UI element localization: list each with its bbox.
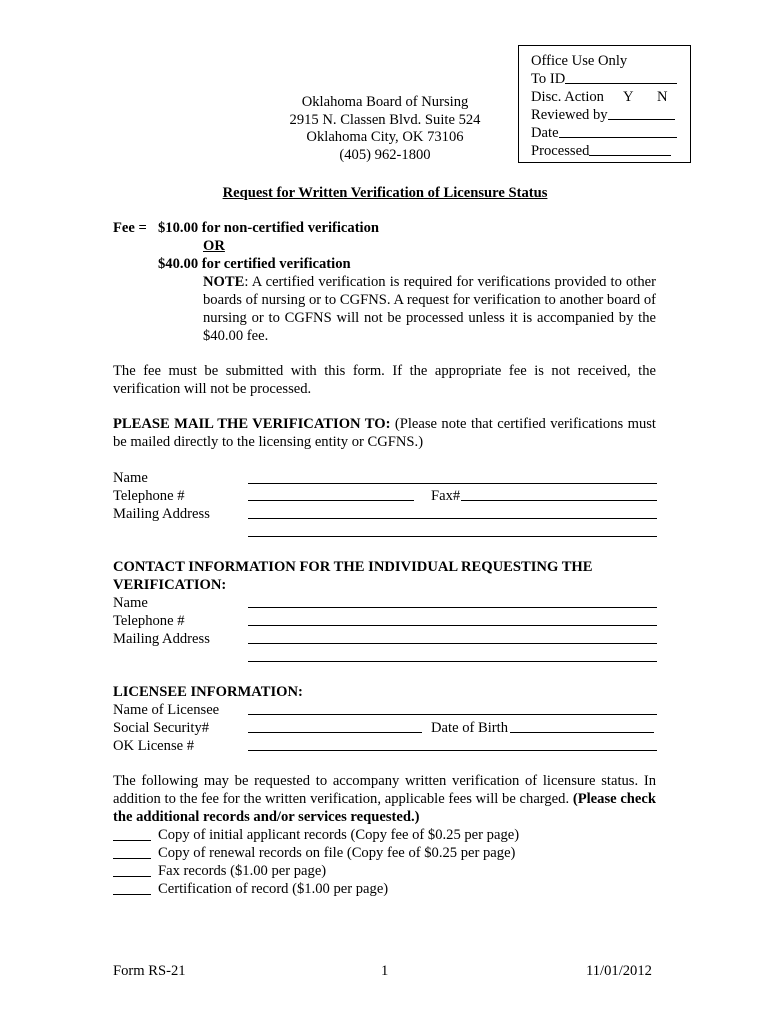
record-checkbox-renewal[interactable] [113,858,151,859]
board-address [230,94,540,165]
office-use-title: Office Use Only [531,53,628,69]
licensee-heading: LICENSEE INFORMATION: [113,684,303,700]
footer-page-number: 1 [381,963,389,979]
record-checkbox-fax[interactable] [113,876,151,877]
fee-certified: $40.00 for certified verification [158,256,351,272]
mail-telephone-field[interactable] [248,500,414,501]
licensee-license-label: OK License # [113,738,195,754]
contact-telephone-field[interactable] [248,625,657,626]
mail-fax-field[interactable] [461,500,657,501]
fee-noncertified: $10.00 for non-certified verification [158,220,380,236]
board-city: Oklahoma City, OK 73106 [306,129,464,146]
contact-address-field-1[interactable] [248,643,657,644]
office-to-id-label: To ID [531,71,566,87]
contact-name-label: Name [113,595,148,611]
board-street: 2915 N. Classen Blvd. Suite 524 [289,111,481,128]
licensee-name-label: Name of Licensee [113,702,220,718]
records-intro-text: The following may be requested to accompany written verification of licensure status. In addition to the fee for the written verification, applicable fees will be charged. [113,773,656,807]
mail-section-heading: PLEASE MAIL THE VERIFICATION TO: [113,416,391,432]
office-processed-row [531,142,690,160]
board-name: Oklahoma Board of Nursing [301,94,469,110]
office-date-field[interactable] [559,124,677,138]
contact-telephone-label: Telephone # [113,613,185,629]
mail-fax-label: Fax# [431,488,461,504]
form-title: Request for Written Verification of Licensure Status [222,185,548,201]
record-option-renewal: Copy of renewal records on file (Copy fee of $0.25 per page) [158,845,516,861]
mail-name-label: Name [113,470,148,486]
office-reviewed-row [531,106,690,124]
office-reviewed-label: Reviewed by [531,107,608,123]
records-intro [113,772,656,826]
record-option-certification: Certification of record ($1.00 per page) [158,881,389,897]
fee-or: OR [203,238,225,254]
fee-note-label: NOTE [203,274,245,290]
office-disc-action-label: Disc. Action [531,89,604,105]
office-disc-action-row [531,88,690,106]
contact-heading-line2: VERIFICATION: [113,577,227,593]
licensee-dob-field[interactable] [510,732,654,733]
licensee-ssn-field[interactable] [248,732,422,733]
office-date-label: Date [531,125,559,141]
office-disc-n[interactable]: N [657,89,668,105]
licensee-license-field[interactable] [248,750,657,751]
footer-form-number: Form RS-21 [113,963,186,979]
licensee-ssn-label: Social Security# [113,720,210,736]
office-to-id-row [531,70,690,88]
office-processed-field[interactable] [589,142,671,156]
mail-section-intro [113,415,656,451]
fee-notice: The fee must be submitted with this form. If the appropriate fee is not received, the verification will not be processed. [113,363,656,397]
mail-address-field-1[interactable] [248,518,657,519]
office-to-id-field[interactable] [565,70,677,84]
contact-heading-line1: CONTACT INFORMATION FOR THE INDIVIDUAL REQUESTING THE [113,559,593,575]
board-phone: (405) 962-1800 [339,147,431,164]
mail-address-field-2[interactable] [248,536,657,537]
office-use-box [518,45,691,163]
record-option-initial: Copy of initial applicant records (Copy fee of $0.25 per page) [158,827,520,843]
mail-telephone-label: Telephone # [113,488,185,504]
fee-label: Fee = [113,220,147,236]
contact-name-field[interactable] [248,607,657,608]
office-disc-y[interactable]: Y [623,89,634,105]
contact-address-field-2[interactable] [248,661,657,662]
licensee-dob-label: Date of Birth [431,720,509,736]
mail-address-label: Mailing Address [113,506,210,522]
contact-address-label: Mailing Address [113,631,210,647]
record-option-fax: Fax records ($1.00 per page) [158,863,327,879]
records-intro-instruction: (Please check the additional records and/or services requested.) [113,791,656,825]
licensee-name-field[interactable] [248,714,657,715]
record-checkbox-certification[interactable] [113,894,151,895]
fee-note [203,273,656,345]
mail-name-field[interactable] [248,483,657,484]
office-reviewed-field[interactable] [608,106,675,120]
footer-revision-date: 11/01/2012 [586,963,652,979]
fee-note-text: : A certified verification is required for verifications provided to other boards of nursing or to CGFNS. A request for verification to another board of nursing or to CGFNS will not be processed unless it is accompanied by the $40.00 fee. [203,274,656,344]
mail-section-note: (Please note that certified verifications must be mailed directly to the licensing entity or CGFNS.) [113,416,656,450]
record-checkbox-initial[interactable] [113,840,151,841]
office-processed-label: Processed [531,143,590,159]
office-date-row [531,124,690,142]
